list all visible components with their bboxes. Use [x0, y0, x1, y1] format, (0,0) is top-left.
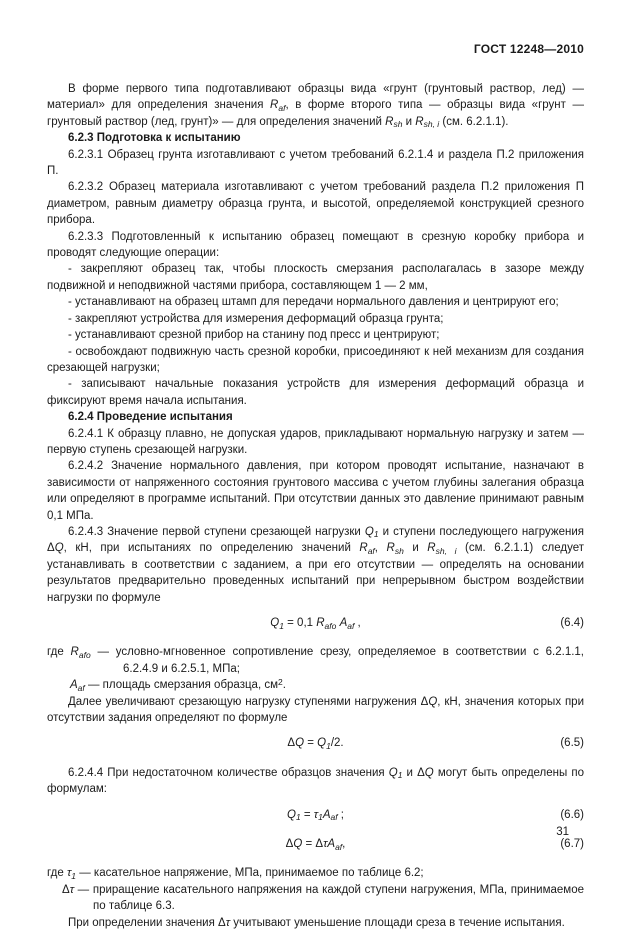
list-item: - записывают начальные показания устройств для измерения деформаций образца и фиксируют время начала испытания. — [47, 378, 584, 407]
paragraph: При определении значения Δτ учитывают уменьшение площади среза в течение испытания. — [68, 916, 565, 929]
formula-6.4 — [47, 615, 584, 631]
paragraph: 6.2.3.3 Подготовленный к испытанию образец помещают в срезную коробку прибора и проводят следующие операции: — [47, 230, 584, 260]
list-item: - закрепляют устройства для измерения деформаций образца грунта; — [68, 312, 444, 325]
definition-item: $A_{af}$ — площадь смерзания образца, $см^2$. — [70, 676, 286, 693]
doc-code: ГОСТ 12248—2010 — [473, 42, 584, 56]
paragraph: 6.2.4.4 При недостаточном количестве образцов значения $Q_1$ и ΔQ могут быть определены по формулам: — [47, 766, 585, 796]
definition-item: где $R_{afo}$ — условно-мгновенное сопротивление срезу, определяемое в соответствии с 6.2.1.1, 6.2.4.9 и 6.2.5.1, МПа; — [47, 646, 584, 675]
doc-footer — [47, 824, 569, 840]
definition-item: где $\tau_1$ — касательное напряжение, МПа, принимаемое по таблице 6.2; — [47, 867, 424, 881]
formula-number: (6.4) — [560, 617, 584, 629]
formula-expression: ΔQ = ΔτA$_{af}$, — [285, 838, 346, 852]
formula-6.6 — [47, 807, 584, 823]
formula-number: (6.6) — [560, 808, 584, 821]
formula-number: (6.7) — [560, 838, 584, 851]
doc-header — [47, 41, 584, 57]
formula-6.5 — [47, 735, 584, 751]
doc-body — [47, 81, 584, 931]
paragraph: Далее увеличивают срезающую нагрузку ступенями нагружения ΔQ, кН, значения которых при отсутствии задания определяют по формуле — [47, 695, 584, 725]
paragraph: 6.2.4.3 Значение первой ступени срезающей нагрузки $Q_1$ и ступени последующего нагружения ΔQ, кН, при испытаниях по определению значений $R_{af}$, $R_{sh}$ и $R_{sh, i}$ (см. 6.2.1.1) следует устанавливать в соответствии с заданием, а при его отсутствии — определять на основании результатов предварительно проведенных испытаний при непрерывном быстром воздействии нагрузки по формуле — [47, 525, 584, 604]
paragraph: 6.2.4.2 Значение нормального давления, при котором проводят испытание, назначают в зависимости от напряженного состояния грунтового массива с учетом глубины залегания образца или определяют в программе испытаний. При отсутствии данных это давление принимают равным 0,1 МПа. — [47, 460, 584, 522]
page-number: 31 — [556, 826, 569, 838]
list-item: - освобождают подвижную часть срезной коробки, присоединяют к ней механизм для создания срезающей нагрузки; — [47, 345, 584, 374]
definition-item: Δτ — приращение касательного напряжения на каждой ступени нагружения, МПа, принимаемое по таблице 6.3. — [62, 883, 584, 913]
section-heading: 6.2.3 Подготовка к испытанию — [68, 132, 241, 145]
list-item: - устанавливают на образец штамп для передачи нормального давления и центрируют его; — [68, 296, 559, 309]
paragraph: 6.2.3.2 Образец материала изготавливают с учетом требований раздела П.2 приложения П диаметром, равным диаметру образца грунта, и высотой, определяемой конструкцией срезного прибора. — [47, 181, 584, 227]
list-item: - закрепляют образец так, чтобы плоскость смерзания располагалась в зазоре между подвижной и неподвижной частями прибора, составляющем 1 — 2 мм, — [47, 263, 584, 292]
paragraph: В форме первого типа подготавливают образцы вида «грунт (грунтовый раствор, лед) — материал» для определения значения $R_{af}$, в форме второго типа — образцы вида «грунт — грунтовый раствор (лед, грунт)» — для определения значений $R_{sh}$ и $R_{sh, i}$ (см. 6.2.1.1). — [47, 83, 584, 130]
paragraph: 6.2.4.1 К образцу плавно, не допуская ударов, прикладывают нормальную нагрузку и затем — первую ступень срезающей нагрузки. — [47, 427, 584, 456]
formula-number: (6.5) — [560, 737, 584, 750]
paragraph: 6.2.3.1 Образец грунта изготавливают с учетом требований 6.2.1.4 и раздела П.2 приложения П. — [47, 148, 584, 178]
list-item: - устанавливают срезной прибор на станину под пресс и центрируют; — [68, 329, 440, 342]
formula-expression: $\Delta Q = Q_1/2$. — [287, 737, 344, 751]
formula-expression: $Q_1 = 0,1$ $R_{afo}$ $A_{af}$ , — [270, 617, 361, 631]
section-heading: 6.2.4 Проведение испытания — [68, 411, 233, 424]
formula-expression: $Q_1 = \tau_1A_{af}$ ; — [287, 808, 344, 823]
